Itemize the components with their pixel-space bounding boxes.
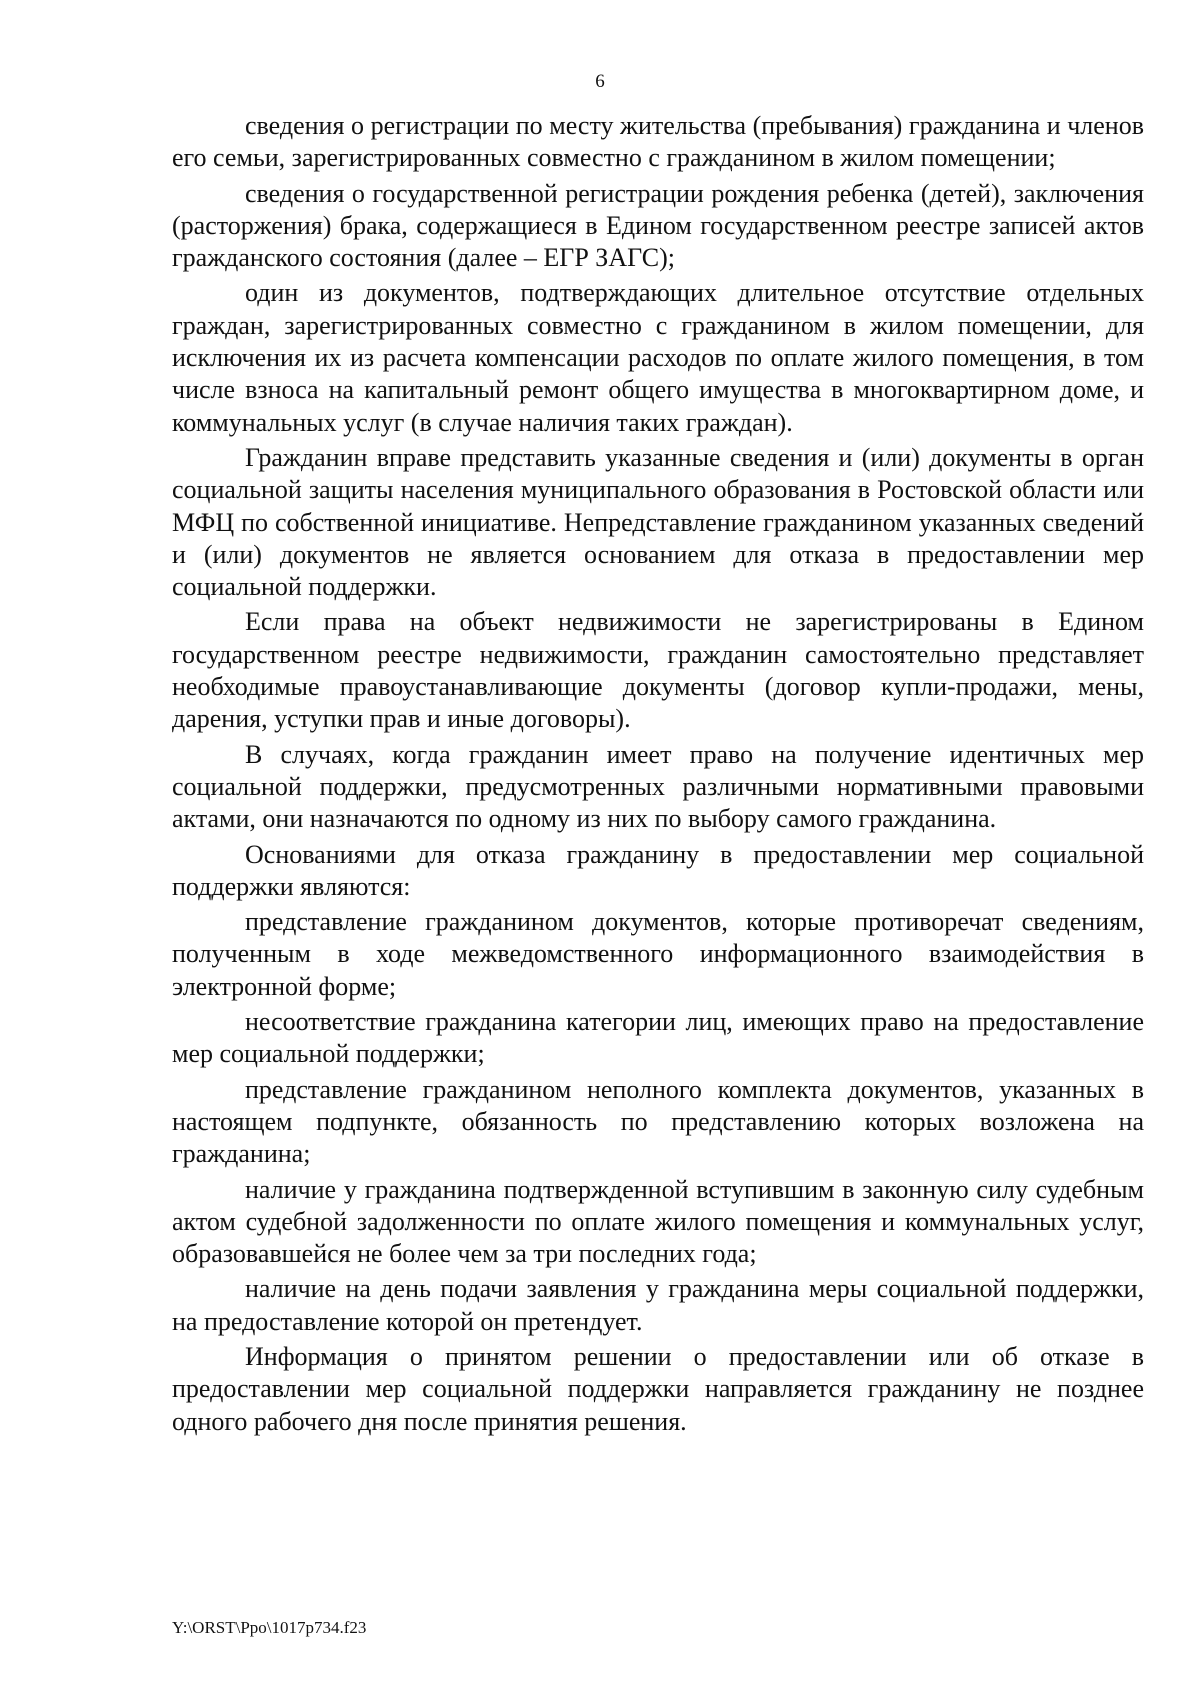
paragraph-existing-measure: наличие на день подачи заявления у гражданина меры социальной поддержки, на предоставление которой он претендует. xyxy=(172,1274,1144,1336)
paragraph-civil-registry-info: сведения о государственной регистрации рождения ребенка (детей), заключения (расторжения) брака, содержащиеся в Едином государственном реестре записей актов гражданского состояния (далее – ЕГР ЗАГС); xyxy=(172,178,1144,273)
paragraph-category-mismatch: несоответствие гражданина категории лиц, имеющих право на предоставление мер социальной поддержки; xyxy=(172,1007,1144,1069)
paragraph-debt: наличие у гражданина подтвержденной вступившим в законную силу судебным актом судебной задолженности по оплате жилого помещения и коммунальных услуг, образовавшейся не более чем за три последних года; xyxy=(172,1174,1144,1269)
footer-file-path: Y:\ORST\Ppo\1017p734.f23 xyxy=(172,1618,367,1637)
paragraph-own-initiative: Гражданин вправе представить указанные сведения и (или) документы в орган социальной защиты населения муниципального образования в Ростовской области или МФЦ по собственной инициативе. Непредставление гражданином указанных сведений и (или) документов не является основанием для отказа в предоставлении мер социальной поддержки. xyxy=(172,442,1144,602)
paragraph-incomplete-documents: представление гражданином неполного комплекта документов, указанных в настоящем подпункте, обязанность по представлению которых возложена на гражданина; xyxy=(172,1074,1144,1169)
paragraph-contradicting-documents: представление гражданином документов, которые противоречат сведениям, полученным в ходе межведомственного информационного взаимодействия в электронной форме; xyxy=(172,907,1144,1001)
paragraph-absence-documents: один из документов, подтверждающих длительное отсутствие отдельных граждан, зарегистрированных совместно с гражданином в жилом помещении, для исключения их из расчета компенсации расходов по оплате жилого помещения, в том числе взноса на капитальный ремонт общего имущества в многоквартирном доме, и коммунальных услуг (в случае наличия таких граждан). xyxy=(172,278,1144,437)
paragraph-refusal-grounds: Основаниями для отказа гражданину в предоставлении мер социальной поддержки являются: xyxy=(172,839,1144,901)
paragraph-registration-info: сведения о регистрации по месту жительства (пребывания) гражданина и членов его семьи, зарегистрированных совместно с гражданином в жилом помещении; xyxy=(172,111,1144,173)
document-body xyxy=(172,110,1144,1441)
page-number: 6 xyxy=(595,71,605,92)
paragraph-identical-measures: В случаях, когда гражданин имеет право на получение идентичных мер социальной поддержки, предусмотренных различными нормативными правовыми актами, они назначаются по одному из них по выбору самого гражданина. xyxy=(172,739,1144,834)
paragraph-property-rights: Если права на объект недвижимости не зарегистрированы в Едином государственном реестре недвижимости, гражданин самостоятельно представляет необходимые правоустанавливающие документы (договор купли-продажи, мены, дарения, уступки прав и иные договоры). xyxy=(172,607,1144,734)
paragraph-decision-notice: Информация о принятом решении о предоставлении или об отказе в предоставлении мер социальной поддержки направляется гражданину не позднее одного рабочего дня после принятия решения. xyxy=(172,1341,1144,1436)
